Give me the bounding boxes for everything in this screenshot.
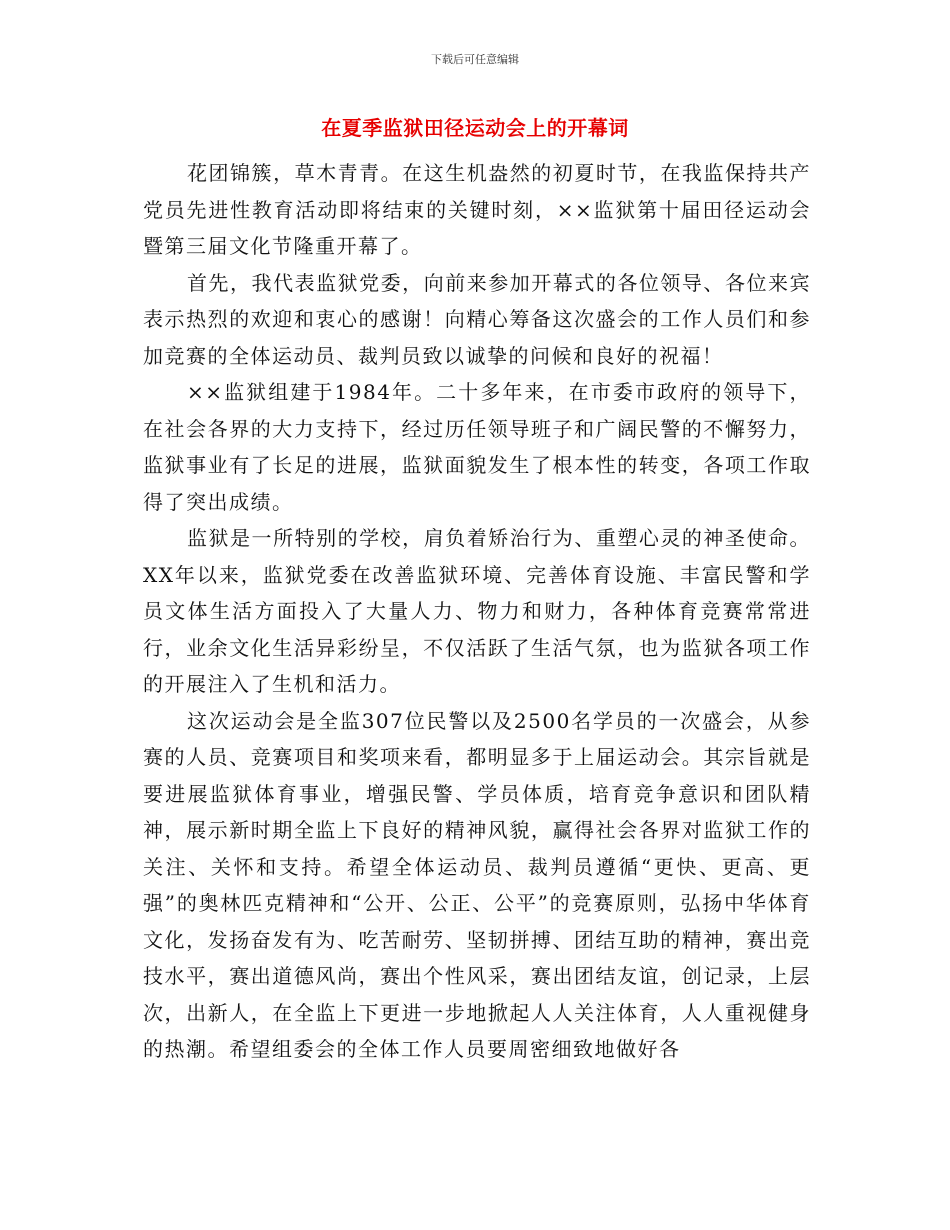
paragraph-history: ××监狱组建于1984年。二十多年来，在市委市政府的领导下，在社会各界的大力支持下，经过历任领导班子和广阔民警的不懈努力，监狱事业有了长足的进展，监狱面貌发生了根本性的转变，各项工作取得了突出成绩。: [143, 380, 811, 514]
paragraph-games: 这次运动会是全监307位民警以及2500名学员的一次盛会，从参赛的人员、竞赛项目和奖项来看，都明显多于上届运动会。其宗旨就是要进展监狱体育事业，增强民警、学员体质，培育竞争意识和团队精神，展示新时期全监上下良好的精神风貌，赢得社会各界对监狱工作的关注、关怀和支持。希望全体运动员、裁判员遵循“更快、更高、更强”的奥林匹克精神和“公开、公正、公平”的竞赛原则，弘扬中华体育文化，发扬奋发有为、吃苦耐劳、坚韧拼搏、团结互助的精神，赛出竞技水平，赛出道德风尚，赛出个性风采，赛出团结友谊，创记录，上层次，出新人，在全监上下更进一步地掀起人人关注体育，人人重视健身的热潮。希望组委会的全体工作人员要周密细致地做好各: [143, 708, 811, 1061]
download-note: 下载后可任意编辑: [431, 53, 519, 66]
paragraph-mission: 监狱是一所特别的学校，肩负着矫治行为、重塑心灵的神圣使命。XX年以来，监狱党委在改善监狱环境、完善体育设施、丰富民警和学员文体生活方面投入了大量人力、物力和财力，各种体育竞赛常常进行，业余文化生活异彩纷呈，不仅活跃了生活气氛，也为监狱各项工作的开展注入了生机和活力。: [143, 526, 811, 696]
document-title: 在夏季监狱田径运动会上的开幕词: [321, 116, 629, 140]
paragraph-opening: 花团锦簇，草木青青。在这生机盎然的初夏时节，在我监保持共产党员先进性教育活动即将结束的关键时刻，××监狱第十届田径运动会暨第三届文化节隆重开幕了。: [143, 161, 811, 258]
document-body: [143, 155, 811, 1068]
paragraph-welcome: 首先，我代表监狱党委，向前来参加开幕式的各位领导、各位来宾表示热烈的欢迎和衷心的感谢！向精心筹备这次盛会的工作人员们和参加竞赛的全体运动员、裁判员致以诚挚的问候和良好的祝福！: [143, 270, 811, 368]
